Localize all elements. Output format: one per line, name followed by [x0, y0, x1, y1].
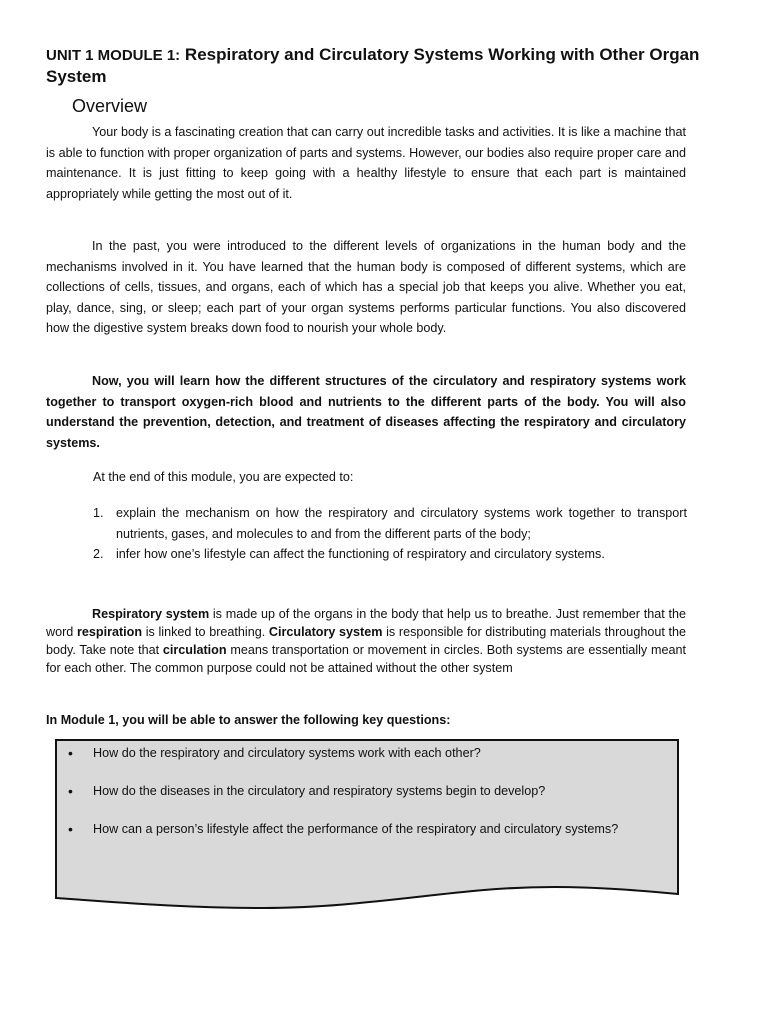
- paragraph-definitions: [46, 605, 686, 677]
- objective-item: [93, 503, 687, 544]
- paragraph-past: In the past, you were introduced to the different levels of organizations in the human body and the mechanisms involved in it. You have learned that the human body is composed of different systems, which are collections of cells, tissues, and organs, each of which has a special job that keeps you alive. Whether you eat, play, dance, sing, or sleep; each part of your organ systems performs particular functions. You also discovered how the digestive system breaks down food to nourish your whole body.: [46, 239, 686, 335]
- definition-text: means transportation or movement in circles. Both systems are essentially meant for each other. The common purpose could not be attained without the other system: [46, 643, 686, 675]
- definition-text: is responsible for distributing materials throughout the body. Take note that: [46, 625, 686, 657]
- key-question-text: How do the respiratory and circulatory systems work with each other?: [93, 746, 481, 760]
- objective-number: 2.: [93, 547, 104, 561]
- objectives-list: [93, 503, 687, 565]
- objectives-intro: At the end of this module, you are expected to:: [93, 470, 354, 484]
- overview-heading: Overview: [72, 96, 148, 116]
- key-questions-intro: In Module 1, you will be able to answer the following key questions:: [46, 713, 451, 727]
- key-question-item: [68, 820, 648, 838]
- definition-text: is linked to breathing.: [142, 625, 269, 639]
- bullet-icon: •: [68, 821, 73, 837]
- term-respiratory-system: Respiratory system: [92, 607, 210, 621]
- term-respiration: respiration: [76, 625, 143, 639]
- key-questions-box: [54, 738, 682, 910]
- module-title: [46, 44, 706, 87]
- objective-text: infer how one’s lifestyle can affect the functioning of respiratory and circulatory systems.: [116, 547, 605, 561]
- term-circulation: circulation: [162, 643, 227, 657]
- key-questions-list: [68, 744, 648, 858]
- title-text: Respiratory and Circulatory Systems Working with Other Organ System: [46, 45, 700, 86]
- key-question-item: [68, 744, 648, 762]
- objective-text: explain the mechanism on how the respiratory and circulatory systems work together to transport nutrients, gases, and molecules to and from the different parts of the body;: [116, 506, 687, 541]
- bullet-icon: •: [68, 745, 73, 761]
- unit-label: UNIT 1 MODULE 1:: [46, 47, 181, 64]
- objective-item: [93, 544, 687, 565]
- term-circulatory-system: Circulatory system: [268, 625, 383, 639]
- definition-text: is made up of the organs in the body that help us to breathe. Just remember that the word: [46, 607, 686, 639]
- objective-number: 1.: [93, 506, 104, 520]
- key-question-item: [68, 782, 648, 800]
- key-question-text: How can a person’s lifestyle affect the performance of the respiratory and circulatory systems?: [93, 822, 619, 836]
- paragraph-intro: Your body is a fascinating creation that can carry out incredible tasks and activities. It is like a machine that is able to function with proper organization of parts and systems. However, our bodies also require proper care and maintenance. It is just fitting to keep going with a healthy lifestyle to ensure that each part is maintained appropriately while getting the most out of it.: [46, 125, 686, 201]
- bullet-icon: •: [68, 783, 73, 799]
- paragraph-now: Now, you will learn how the different structures of the circulatory and respiratory systems work together to transport oxygen-rich blood and nutrients to the different parts of the body. You will also understand the prevention, detection, and treatment of diseases affecting the respiratory and circulatory systems.: [46, 374, 686, 450]
- key-question-text: How do the diseases in the circulatory and respiratory systems begin to develop?: [93, 784, 546, 798]
